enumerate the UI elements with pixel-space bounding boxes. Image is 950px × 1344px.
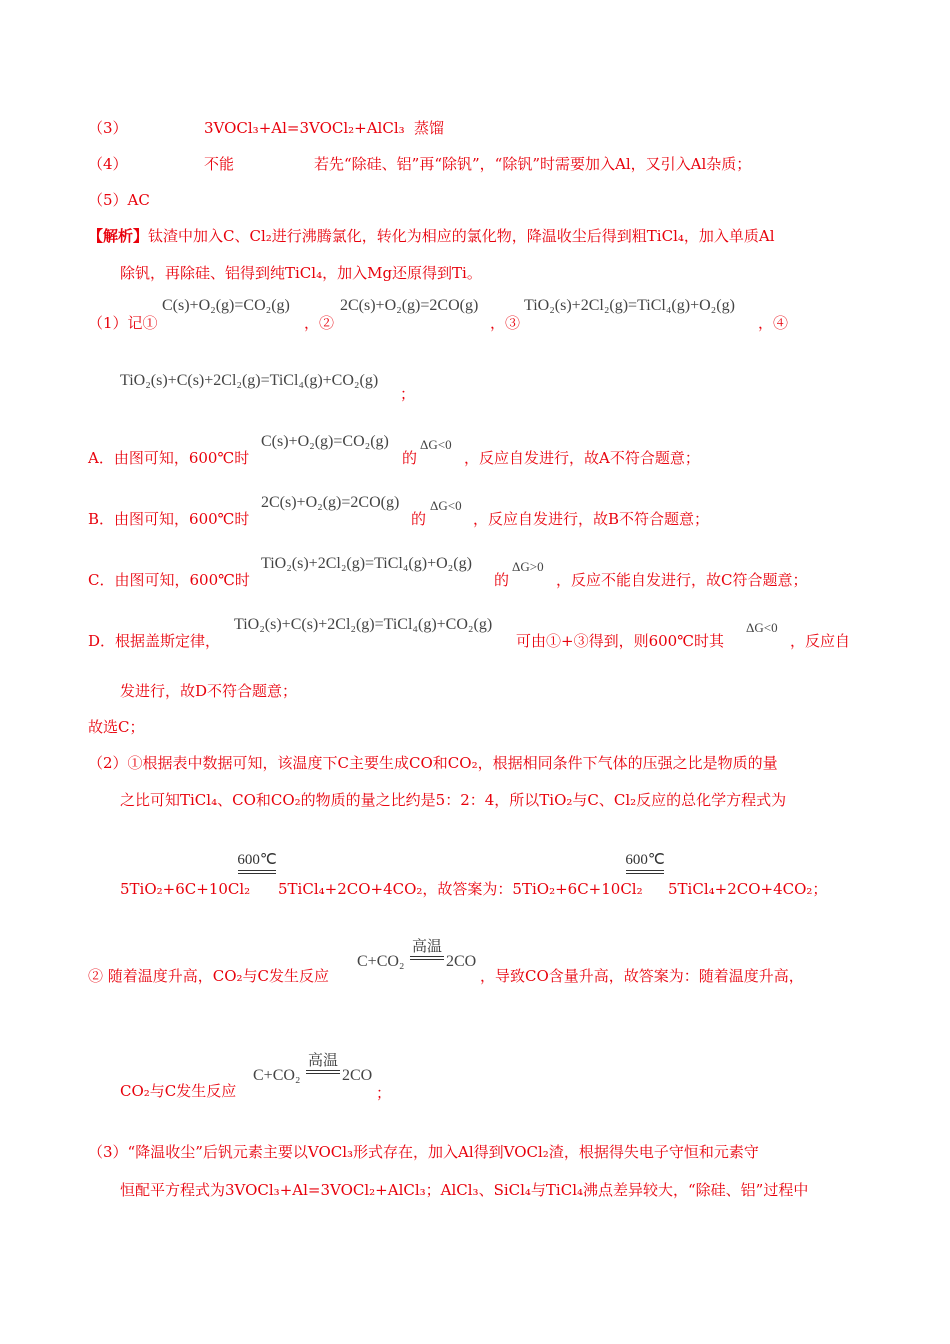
option-A-conclusion: ，反应自发进行，故A不符合题意； [464, 449, 700, 467]
option-C-conclusion: ，反应不能自发进行，故C符合题意； [556, 571, 808, 589]
q2d-double-line [306, 1070, 340, 1074]
option-B-de: 的 [411, 510, 427, 528]
q2-double-line-2 [626, 870, 664, 874]
option-C-prefix: C．由图可知，600℃时 [88, 571, 250, 589]
q2c-double-line [410, 956, 444, 960]
q2-double-line-1 [238, 870, 276, 874]
option-D-middle: 可由①+③得到，则600℃时其 [516, 632, 724, 650]
q2-equation-rhs-2: 5TiCl₄+2CO+4CO₂； [668, 880, 828, 898]
option-D-conclusion: ，反应自 [790, 632, 851, 650]
q2c-prefix: ② 随着温度升高，CO₂与C发生反应 [88, 967, 330, 985]
q2-line-2: 之比可知TiCl₄、CO和CO₂的物质的量之比约是5：2：4，所以TiO₂与C、Cl₂反应的总化学方程式为 [120, 791, 787, 809]
answer-4-answer: 不能 [204, 155, 235, 173]
answer-4-label: （4） [88, 155, 128, 173]
option-B-prefix: B．由图可知，600℃时 [88, 510, 250, 528]
semicolon-1: ； [400, 385, 416, 403]
q3-line-2: 恒配平方程式为3VOCl₃+Al=3VOCl₂+AlCl₃；AlCl₃、SiCl₄与TiCl₄沸点差异较大，“除硅、铝”过程中 [120, 1181, 809, 1199]
separator-4: ，④ [758, 314, 789, 332]
equation-1: C(s)+O₂(g)=CO₂(g) [162, 297, 290, 314]
option-C-de: 的 [494, 571, 510, 589]
option-B-conclusion: ，反应自发进行，故B不符合题意； [473, 510, 710, 528]
equation-3: TiO₂(s)+2Cl₂(g)=TiCl₄(g)+O₂(g) [524, 297, 735, 314]
option-D-prefix: D．根据盖斯定律， [88, 632, 221, 650]
option-A-delta-g: ΔG<0 [420, 437, 452, 452]
option-D-continued: 发进行，故D不符合题意； [120, 682, 298, 700]
q2d-condition: 高温 [307, 1053, 338, 1069]
q3-line-1: （3）“降温收尘”后钒元素主要以VOCl₃形式存在，加入Al得到VOCl₂渣，根据得失电子守恒和元素守 [88, 1143, 759, 1161]
answer-3-method: 蒸馏 [414, 119, 445, 137]
q2d-rhs: 2CO [342, 1067, 373, 1084]
answer-5: （5）AC [88, 191, 150, 209]
option-B-equation: 2C(s)+O₂(g)=2CO(g) [261, 494, 400, 511]
separator-2: ，② [304, 314, 335, 332]
separator-3: ，③ [490, 314, 521, 332]
option-C-delta-g: ΔG>0 [512, 559, 544, 574]
answer-4-reason: 若先“除硅、铝”再“除钒”，“除钒”时需要加入Al，又引入Al杂质； [314, 155, 752, 173]
option-A-de: 的 [402, 449, 418, 467]
option-D-equation: TiO₂(s)+C(s)+2Cl₂(g)=TiCl₄(g)+CO₂(g) [234, 616, 493, 633]
q2c-rhs: 2CO [446, 953, 477, 970]
option-C-equation: TiO₂(s)+2Cl₂(g)=TiCl₄(g)+O₂(g) [261, 555, 472, 572]
q2-condition-1: 600℃ [237, 852, 277, 868]
q2-equation-rhs-1: 5TiCl₄+2CO+4CO₂，故答案为：5TiO₂+6C+10Cl₂ [278, 880, 643, 898]
equation-4: TiO₂(s)+C(s)+2Cl₂(g)=TiCl₄(g)+CO₂(g) [120, 372, 379, 389]
q2c-post: ，导致CO含量升高，故答案为：随着温度升高， [480, 967, 804, 985]
q1-label: （1）记① [88, 314, 158, 332]
q2-equation-lhs-1: 5TiO₂+6C+10Cl₂ [120, 880, 251, 898]
choose-line: 故选C； [88, 718, 145, 736]
option-D-delta-g: ΔG<0 [746, 620, 778, 635]
analysis-paragraph-1a [88, 226, 775, 246]
answer-3-equation: 3VOCl₃+Al=3VOCl₂+AlCl₃ [204, 119, 405, 137]
option-B-delta-g: ΔG<0 [430, 498, 462, 513]
q2d-prefix: CO₂与C发生反应 [120, 1082, 237, 1100]
q2-line-1: （2）①根据表中数据可知，该温度下C主要生成CO和CO₂，根据相同条件下气体的压强之比是物质的量 [88, 754, 778, 772]
q2d-lhs: C+CO₂ [253, 1067, 301, 1084]
option-A-equation: C(s)+O₂(g)=CO₂(g) [261, 433, 389, 450]
option-A-prefix: A．由图可知，600℃时 [88, 449, 250, 467]
answer-3-label: （3） [88, 119, 128, 137]
equation-2: 2C(s)+O₂(g)=2CO(g) [340, 297, 479, 314]
q2c-lhs: C+CO₂ [357, 953, 405, 970]
q2-condition-2: 600℃ [625, 852, 665, 868]
analysis-paragraph-1b: 除钒，再除硅、铝得到纯TiCl₄，加入Mg还原得到Ti。 [120, 264, 482, 282]
q2c-condition: 高温 [411, 939, 442, 955]
analysis-text: 钛渣中加入C、Cl₂进行沸腾氯化，转化为相应的氯化物，降温收尘后得到粗TiCl₄，加入单质Al [148, 227, 775, 245]
q2d-semicolon: ； [376, 1084, 392, 1102]
analysis-tag: 【解析】 [88, 227, 149, 245]
